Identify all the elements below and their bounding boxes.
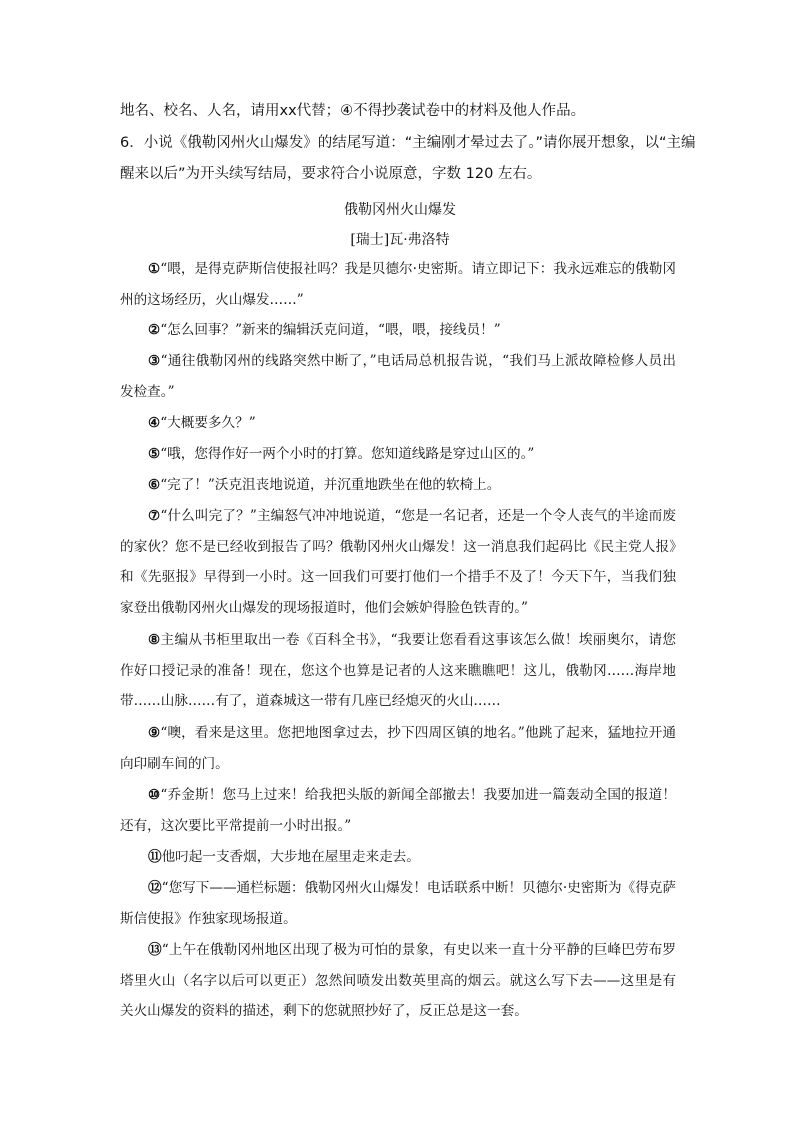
paragraph-number: ⑩ bbox=[148, 787, 161, 803]
paragraph-number: ⑧ bbox=[148, 632, 161, 648]
paragraph-number: ⑤ bbox=[148, 446, 161, 462]
paragraph-text: “乔金斯！您马上过来！给我把头版的新闻全部撤去！我要加进一篇轰动全国的报道！还有，这次要比平常提前一小时出报。” bbox=[120, 787, 676, 834]
paragraph-number: ⑬ bbox=[148, 942, 162, 958]
story-paragraph bbox=[120, 315, 676, 346]
question-6-line-1: 6．小说《俄勒冈州火山爆发》的结尾写道：“主编刚才晕过去了。”请你展开想象，以“主编 bbox=[120, 135, 696, 151]
paragraph-text: “怎么回事？”新来的编辑沃克问道，“喂，喂，接线员！” bbox=[160, 322, 501, 338]
paragraph-text: “您写下——通栏标题：俄勒冈州火山爆发！电话联系中断！贝德尔·史密斯为《得克萨斯信使报》作独家现场报道。 bbox=[120, 880, 676, 927]
story-paragraph bbox=[120, 439, 676, 470]
story-title: 俄勒冈州火山爆发 bbox=[344, 202, 456, 218]
story-paragraph bbox=[120, 718, 676, 779]
story-paragraph bbox=[120, 842, 676, 873]
paragraph-text: “噢，看来是这里。您把地图拿过去，抄下四周区镇的地名。”他跳了起来，猛地拉开通向印刷车间的门。 bbox=[120, 725, 676, 772]
paragraph-text: “完了！”沃克沮丧地说道，并沉重地跌坐在他的软椅上。 bbox=[160, 477, 501, 493]
story-paragraph bbox=[120, 625, 676, 717]
paragraph-text: “哦，您得作好一两个小时的打算。您知道线路是穿过山区的。” bbox=[160, 446, 535, 462]
story-paragraph bbox=[120, 408, 676, 439]
story-paragraph bbox=[120, 254, 676, 315]
paragraph-text: “通往俄勒冈州的线路突然中断了，”电话局总机报告说，“我们马上派故障检修人员出发检查。” bbox=[120, 353, 677, 400]
paragraph-number: ⑫ bbox=[148, 880, 162, 896]
paragraph-number: ③ bbox=[148, 353, 161, 369]
paragraph-number: ① bbox=[148, 261, 161, 277]
story-paragraph bbox=[120, 780, 676, 841]
paragraph-text: 主编从书柜里取出一卷《百科全书》，“我要让您看看这事该怎么做！埃丽奥尔，请您作好口授记录的准备！现在，您这个也算是记者的人这来瞧瞧吧！这儿，俄勒冈……海岸地带……山脉……有了，道森城这一带有几座已经熄灭的火山…… bbox=[120, 632, 677, 709]
story-author: [瑞士]瓦·弗洛特 bbox=[350, 232, 450, 248]
paragraph-number: ④ bbox=[148, 415, 161, 431]
paragraph-text: “什么叫完了？”主编怒气冲冲地说道，“您是一名记者，还是一个令人丧气的半途而废的家伙？您不是已经收到报告了吗？俄勒冈州火山爆发！这一消息我们起码比《民主党人报》和《先驱报》早得到一小时。这一回我们可要打他们一个措手不及了！今天下午，当我们独家登出俄勒冈州火山爆发的现场报道时，他们会嫉妒得脸色铁青的。” bbox=[120, 508, 676, 616]
intro-line-1: 地名、校名、人名，请用xx代替；④不得抄袭试卷中的材料及他人作品。 bbox=[120, 103, 586, 119]
story-paragraph bbox=[120, 935, 676, 1027]
paragraph-number: ⑥ bbox=[148, 477, 161, 493]
story-paragraph bbox=[120, 470, 676, 501]
paragraph-text: “上午在俄勒冈州地区出现了极为可怕的景象，有史以来一直十分平静的巨峰巴劳布罗塔里火山（名字以后可以更正）忽然间喷发出数英里高的烟云。就这么写下去——这里是有关火山爆发的资料的描述，剩下的您就照抄好了，反正总是这一套。 bbox=[120, 942, 677, 1019]
question-6-line-2: 醒来以后”为开头续写结局，要求符合小说原意，字数 120 左右。 bbox=[120, 166, 542, 182]
paragraph-text: 他叼起一支香烟，大步地在屋里走来走去。 bbox=[161, 849, 420, 865]
story-paragraph bbox=[120, 873, 676, 934]
paragraph-text: “大概要多久？” bbox=[160, 415, 256, 431]
paragraph-number: ⑨ bbox=[148, 725, 161, 741]
paragraph-text: “喂，是得克萨斯信使报社吗？我是贝德尔·史密斯。请立即记下：我永远难忘的俄勒冈州的这场经历，火山爆发……” bbox=[120, 261, 676, 308]
story-paragraph bbox=[120, 501, 676, 623]
paragraph-number: ② bbox=[148, 322, 161, 338]
paragraph-number: ⑪ bbox=[148, 849, 162, 865]
story-paragraph bbox=[120, 346, 676, 407]
paragraph-number: ⑦ bbox=[148, 508, 161, 524]
